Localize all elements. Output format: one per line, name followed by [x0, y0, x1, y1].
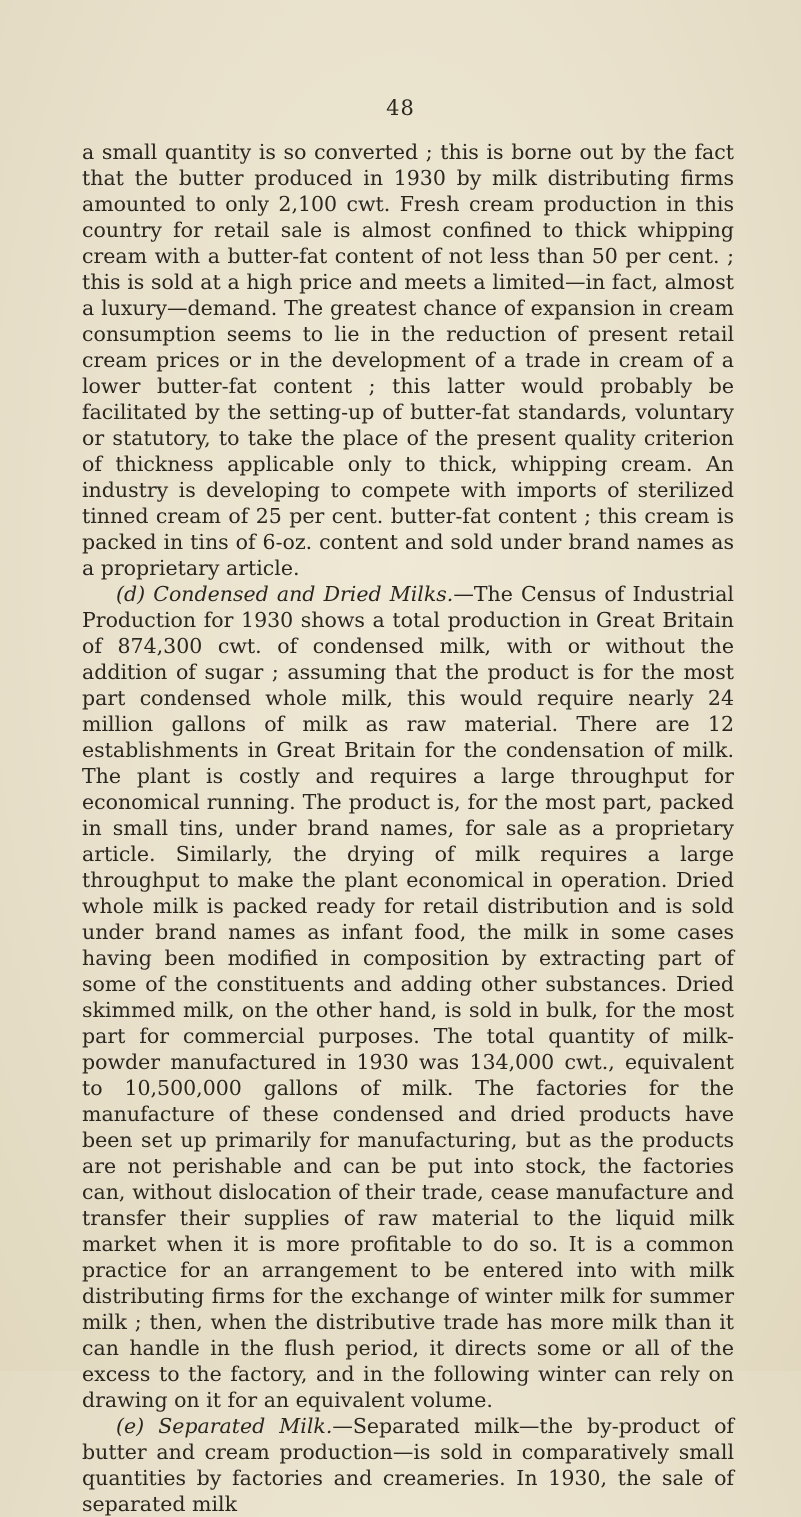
paragraph-cream: [82, 139, 734, 581]
paragraph-separated-milk: [82, 1413, 734, 1517]
page-number: 48: [386, 96, 415, 120]
paragraph-condensed-dried-milks: [82, 581, 734, 1413]
section-heading-condensed-dried: (d) Condensed and Dried Milks.: [116, 582, 454, 606]
paragraph-separated-text: —Separated milk—the by-product of butter and cream production—is sold in comparatively small quantities by factories and creameries. In 1930, the sale of separated milk: [82, 1414, 734, 1516]
section-heading-separated: (e) Separated Milk.: [116, 1414, 333, 1438]
body-text: [82, 139, 734, 1517]
paragraph-condensed-dried-text: —The Census of Industrial Production for 1930 shows a total production in Great Britain of 874,300 cwt. of condensed milk, with or without the addition of sugar ; assuming that the product is for the most part condensed whole milk, this would require nearly 24 million gallons of milk as raw material. There are 12 establishments in Great Britain for the condensation of milk. The plant is costly and requires a large throughput for economical running. The product is, for the most part, packed in small tins, under brand names, for sale as a proprietary article. Similarly, the drying of milk requires a large throughput to make the plant economical in operation. Dried whole milk is packed ready for retail distribution and is sold under brand names as infant food, the milk in some cases having been modified in composition by extracting part of some of the constituents and adding other substances. Dried skimmed milk, on the other hand, is sold in bulk, for the most part for commercial purposes. The total quantity of milk-powder manufactured in 1930 was 134,000 cwt., equivalent to 10,500,000 gallons of milk. The factories for the manufacture of these condensed and dried products have been set up primarily for manufacturing, but as the products are not perishable and can be put into stock, the factories can, without dislocation of their trade, cease manufacture and transfer their supplies of raw material to the liquid milk market when it is more profitable to do so. It is a common practice for an arrangement to be entered into with milk distributing firms for the exchange of winter milk for summer milk ; then, when the distributive trade has more milk than it can handle in the flush period, it directs some or all of the excess to the factory, and in the following winter can rely on drawing on it for an equivalent volume.: [82, 582, 734, 1412]
paragraph-cream-text: a small quantity is so converted ; this is borne out by the fact that the butter produced in 1930 by milk distributing firms amounted to only 2,100 cwt. Fresh cream production in this country for retail sale is almost confined to thick whipping cream with a butter-fat content of not less than 50 per cent. ; this is sold at a high price and meets a limited—in fact, almost a luxury—demand. The greatest chance of expansion in cream consumption seems to lie in the reduction of present retail cream prices or in the development of a trade in cream of a lower butter-fat content ; this latter would probably be facilitated by the setting-up of butter-fat standards, voluntary or statutory, to take the place of the present quality criterion of thickness applicable only to thick, whipping cream. An industry is developing to compete with imports of sterilized tinned cream of 25 per cent. butter-fat content ; this cream is packed in tins of 6-oz. content and sold under brand names as a proprietary article.: [82, 140, 734, 580]
